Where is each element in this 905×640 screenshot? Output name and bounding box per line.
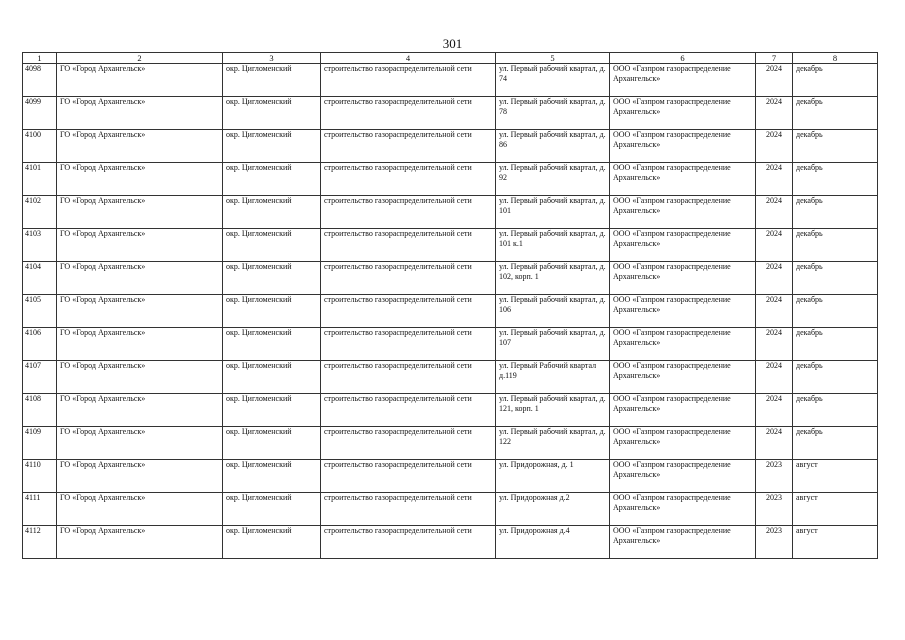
operator-cell: ООО «Газпром газораспределение Архангельск» [610, 526, 756, 559]
table-row [23, 493, 878, 526]
column-number-row [23, 53, 878, 64]
table-row [23, 130, 878, 163]
address-cell: ул. Первый рабочий квартал, д. 107 [496, 328, 610, 361]
table-row [23, 361, 878, 394]
district-cell: окр. Цигломенский [223, 97, 321, 130]
municipality-cell: ГО «Город Архангельск» [57, 262, 223, 295]
year-cell: 2024 [756, 97, 793, 130]
operator-cell: ООО «Газпром газораспределение Архангельск» [610, 229, 756, 262]
municipality-cell: ГО «Город Архангельск» [57, 328, 223, 361]
work-type-cell: строительство газораспределительной сети [321, 460, 496, 493]
municipality-cell: ГО «Город Архангельск» [57, 460, 223, 493]
column-number: 5 [496, 53, 610, 64]
year-cell: 2024 [756, 361, 793, 394]
address-cell: ул. Первый рабочий квартал, д. 74 [496, 64, 610, 97]
work-type-cell: строительство газораспределительной сети [321, 130, 496, 163]
year-cell: 2024 [756, 262, 793, 295]
table-row [23, 460, 878, 493]
address-cell: ул. Первый рабочий квартал, д. 102, корп. 1 [496, 262, 610, 295]
month-cell: декабрь [793, 229, 878, 262]
work-type-cell: строительство газораспределительной сети [321, 97, 496, 130]
month-cell: декабрь [793, 295, 878, 328]
month-cell: декабрь [793, 130, 878, 163]
month-cell: декабрь [793, 196, 878, 229]
address-cell: ул. Придорожная д.4 [496, 526, 610, 559]
registry-table [22, 52, 878, 559]
work-type-cell: строительство газораспределительной сети [321, 493, 496, 526]
address-cell: ул. Первый рабочий квартал, д. 122 [496, 427, 610, 460]
municipality-cell: ГО «Город Архангельск» [57, 229, 223, 262]
operator-cell: ООО «Газпром газораспределение Архангельск» [610, 130, 756, 163]
address-cell: ул. Придорожная д.2 [496, 493, 610, 526]
year-cell: 2024 [756, 229, 793, 262]
operator-cell: ООО «Газпром газораспределение Архангельск» [610, 163, 756, 196]
row-number-cell: 4104 [23, 262, 57, 295]
work-type-cell: строительство газораспределительной сети [321, 394, 496, 427]
month-cell: декабрь [793, 64, 878, 97]
row-number-cell: 4108 [23, 394, 57, 427]
table-row [23, 328, 878, 361]
address-cell: ул. Придорожная, д. 1 [496, 460, 610, 493]
address-cell: ул. Первый рабочий квартал, д. 121, корп. 1 [496, 394, 610, 427]
municipality-cell: ГО «Город Архангельск» [57, 64, 223, 97]
municipality-cell: ГО «Город Архангельск» [57, 163, 223, 196]
year-cell: 2023 [756, 493, 793, 526]
table-row [23, 427, 878, 460]
address-cell: ул. Первый рабочий квартал, д. 92 [496, 163, 610, 196]
work-type-cell: строительство газораспределительной сети [321, 196, 496, 229]
row-number-cell: 4109 [23, 427, 57, 460]
work-type-cell: строительство газораспределительной сети [321, 163, 496, 196]
year-cell: 2024 [756, 427, 793, 460]
district-cell: окр. Цигломенский [223, 163, 321, 196]
column-number: 6 [610, 53, 756, 64]
row-number-cell: 4101 [23, 163, 57, 196]
address-cell: ул. Первый рабочий квартал, д. 101 к.1 [496, 229, 610, 262]
district-cell: окр. Цигломенский [223, 460, 321, 493]
municipality-cell: ГО «Город Архангельск» [57, 394, 223, 427]
table-row [23, 295, 878, 328]
column-number: 7 [756, 53, 793, 64]
work-type-cell: строительство газораспределительной сети [321, 262, 496, 295]
table-row [23, 262, 878, 295]
month-cell: декабрь [793, 328, 878, 361]
table-row [23, 196, 878, 229]
row-number-cell: 4103 [23, 229, 57, 262]
month-cell: декабрь [793, 97, 878, 130]
work-type-cell: строительство газораспределительной сети [321, 229, 496, 262]
column-number: 2 [57, 53, 223, 64]
district-cell: окр. Цигломенский [223, 295, 321, 328]
row-number-cell: 4102 [23, 196, 57, 229]
page-number: 301 [442, 36, 463, 51]
municipality-cell: ГО «Город Архангельск» [57, 361, 223, 394]
month-cell: август [793, 460, 878, 493]
work-type-cell: строительство газораспределительной сети [321, 361, 496, 394]
operator-cell: ООО «Газпром газораспределение Архангельск» [610, 394, 756, 427]
month-cell: декабрь [793, 262, 878, 295]
column-number: 3 [223, 53, 321, 64]
district-cell: окр. Цигломенский [223, 229, 321, 262]
month-cell: декабрь [793, 163, 878, 196]
column-number: 8 [793, 53, 878, 64]
operator-cell: ООО «Газпром газораспределение Архангельск» [610, 328, 756, 361]
work-type-cell: строительство газораспределительной сети [321, 427, 496, 460]
operator-cell: ООО «Газпром газораспределение Архангельск» [610, 361, 756, 394]
work-type-cell: строительство газораспределительной сети [321, 328, 496, 361]
district-cell: окр. Цигломенский [223, 427, 321, 460]
work-type-cell: строительство газораспределительной сети [321, 64, 496, 97]
table-row [23, 64, 878, 97]
row-number-cell: 4099 [23, 97, 57, 130]
operator-cell: ООО «Газпром газораспределение Архангельск» [610, 295, 756, 328]
address-cell: ул. Первый Рабочий квартал д.119 [496, 361, 610, 394]
row-number-cell: 4105 [23, 295, 57, 328]
operator-cell: ООО «Газпром газораспределение Архангельск» [610, 460, 756, 493]
operator-cell: ООО «Газпром газораспределение Архангельск» [610, 196, 756, 229]
operator-cell: ООО «Газпром газораспределение Архангельск» [610, 262, 756, 295]
year-cell: 2024 [756, 328, 793, 361]
municipality-cell: ГО «Город Архангельск» [57, 526, 223, 559]
municipality-cell: ГО «Город Архангельск» [57, 493, 223, 526]
row-number-cell: 4111 [23, 493, 57, 526]
year-cell: 2023 [756, 460, 793, 493]
column-number: 1 [23, 53, 57, 64]
table-row [23, 526, 878, 559]
district-cell: окр. Цигломенский [223, 328, 321, 361]
district-cell: окр. Цигломенский [223, 196, 321, 229]
month-cell: декабрь [793, 394, 878, 427]
operator-cell: ООО «Газпром газораспределение Архангельск» [610, 97, 756, 130]
year-cell: 2023 [756, 526, 793, 559]
address-cell: ул. Первый рабочий квартал, д. 106 [496, 295, 610, 328]
row-number-cell: 4106 [23, 328, 57, 361]
table-row [23, 394, 878, 427]
district-cell: окр. Цигломенский [223, 262, 321, 295]
row-number-cell: 4112 [23, 526, 57, 559]
municipality-cell: ГО «Город Архангельск» [57, 427, 223, 460]
municipality-cell: ГО «Город Архангельск» [57, 196, 223, 229]
year-cell: 2024 [756, 64, 793, 97]
operator-cell: ООО «Газпром газораспределение Архангельск» [610, 493, 756, 526]
column-number: 4 [321, 53, 496, 64]
district-cell: окр. Цигломенский [223, 130, 321, 163]
municipality-cell: ГО «Город Архангельск» [57, 97, 223, 130]
district-cell: окр. Цигломенский [223, 394, 321, 427]
operator-cell: ООО «Газпром газораспределение Архангельск» [610, 64, 756, 97]
month-cell: декабрь [793, 361, 878, 394]
year-cell: 2024 [756, 394, 793, 427]
month-cell: август [793, 526, 878, 559]
row-number-cell: 4100 [23, 130, 57, 163]
district-cell: окр. Цигломенский [223, 361, 321, 394]
table-row [23, 163, 878, 196]
district-cell: окр. Цигломенский [223, 493, 321, 526]
table-row [23, 229, 878, 262]
row-number-cell: 4110 [23, 460, 57, 493]
work-type-cell: строительство газораспределительной сети [321, 526, 496, 559]
district-cell: окр. Цигломенский [223, 526, 321, 559]
district-cell: окр. Цигломенский [223, 64, 321, 97]
municipality-cell: ГО «Город Архангельск» [57, 295, 223, 328]
month-cell: декабрь [793, 427, 878, 460]
address-cell: ул. Первый рабочий квартал, д. 78 [496, 97, 610, 130]
address-cell: ул. Первый рабочий квартал, д. 101 [496, 196, 610, 229]
address-cell: ул. Первый рабочий квартал, д. 86 [496, 130, 610, 163]
month-cell: август [793, 493, 878, 526]
year-cell: 2024 [756, 295, 793, 328]
year-cell: 2024 [756, 196, 793, 229]
row-number-cell: 4098 [23, 64, 57, 97]
municipality-cell: ГО «Город Архангельск» [57, 130, 223, 163]
year-cell: 2024 [756, 130, 793, 163]
table-row [23, 97, 878, 130]
row-number-cell: 4107 [23, 361, 57, 394]
operator-cell: ООО «Газпром газораспределение Архангельск» [610, 427, 756, 460]
work-type-cell: строительство газораспределительной сети [321, 295, 496, 328]
year-cell: 2024 [756, 163, 793, 196]
